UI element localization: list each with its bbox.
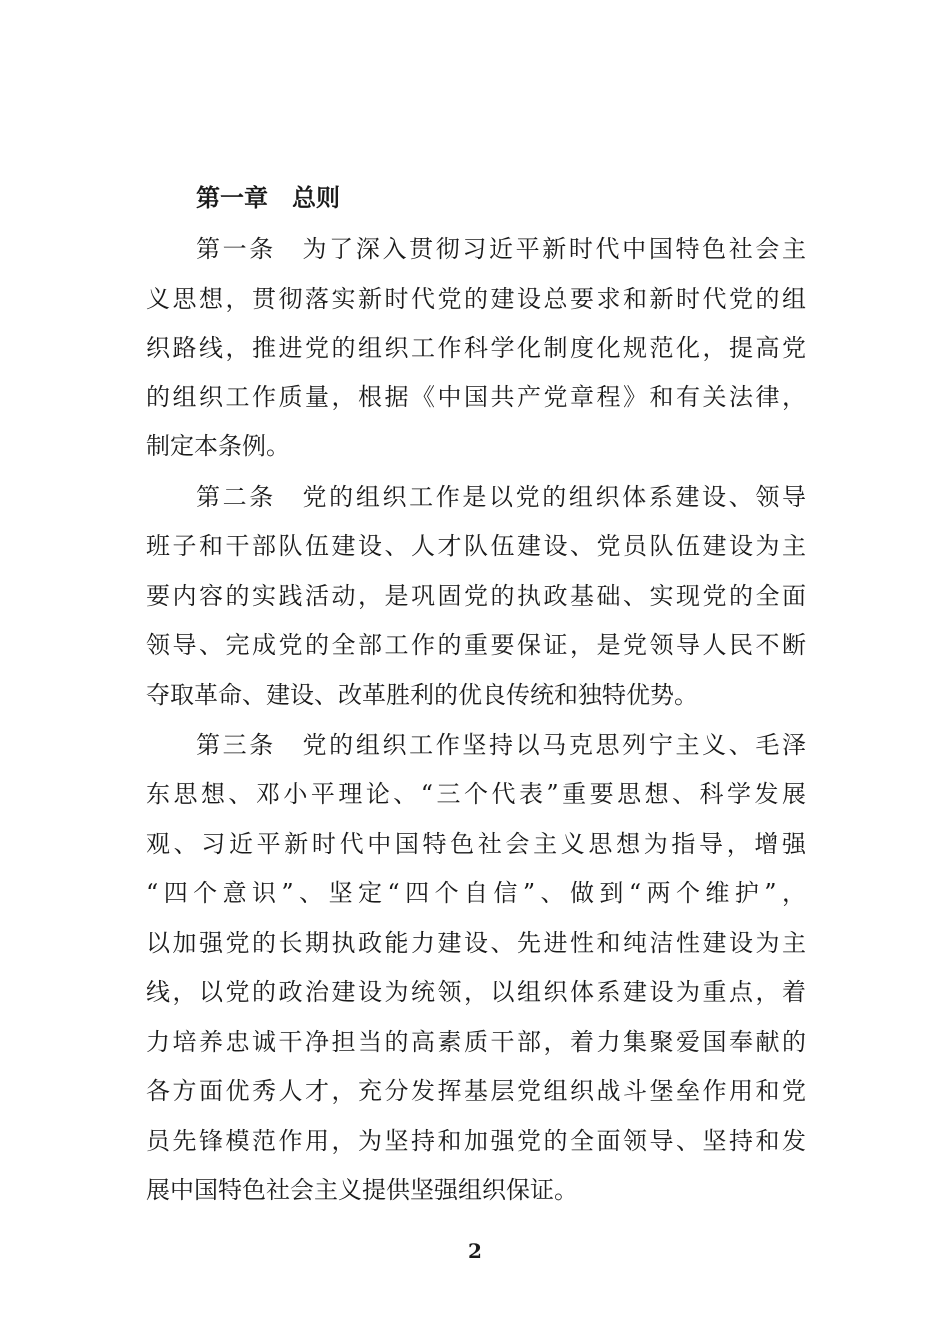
- article-1-line-2: 义思想，贯彻落实新时代党的建设总要求和新时代党的组: [146, 285, 806, 313]
- article-2-line-4: 领导、完成党的全部工作的重要保证，是党领导人民不断: [146, 631, 806, 659]
- article-3-line-6: 线，以党的政治建设为统领，以组织体系建设为重点，着: [146, 978, 806, 1006]
- article-2-line-3: 要内容的实践活动，是巩固党的执政基础、实现党的全面: [146, 582, 806, 610]
- article-2-line-5: 夺取革命、建设、改革胜利的优良传统和独特优势。: [146, 681, 698, 709]
- article-3-line-9: 员先锋模范作用，为坚持和加强党的全面领导、坚持和发: [146, 1127, 806, 1155]
- article-3-line-7: 力培养忠诚干净担当的高素质干部，着力集聚爱国奉献的: [146, 1028, 806, 1056]
- article-3-line-10: 展中国特色社会主义提供坚强组织保证。: [146, 1176, 578, 1204]
- article-1-line-3: 织路线，推进党的组织工作科学化制度化规范化，提高党: [146, 334, 806, 362]
- article-1-line-5: 制定本条例。: [146, 432, 290, 460]
- article-3-line-8: 各方面优秀人才，充分发挥基层党组织战斗堡垒作用和党: [146, 1077, 806, 1105]
- article-3-line-4: “四个意识”、坚定“四个自信”、做到“两个维护”，: [146, 879, 806, 907]
- article-2-line-2: 班子和干部队伍建设、人才队伍建设、党员队伍建设为主: [146, 532, 806, 560]
- article-3-line-1: 第三条 党的组织工作坚持以马克思列宁主义、毛泽: [196, 731, 806, 759]
- article-2-line-1: 第二条 党的组织工作是以党的组织体系建设、领导: [196, 483, 806, 511]
- page-number: 2: [468, 1239, 482, 1263]
- article-3-line-2: 东思想、邓小平理论、“三个代表”重要思想、科学发展: [146, 780, 806, 808]
- article-3-line-3: 观、习近平新时代中国特色社会主义思想为指导，增强: [146, 830, 806, 858]
- article-3-line-5: 以加强党的长期执政能力建设、先进性和纯洁性建设为主: [146, 929, 806, 957]
- chapter-title: 第一章 总则: [196, 184, 340, 212]
- article-1-line-4: 的组织工作质量，根据《中国共产党章程》和有关法律，: [146, 383, 806, 411]
- article-1-line-1: 第一条 为了深入贯彻习近平新时代中国特色社会主: [196, 235, 806, 263]
